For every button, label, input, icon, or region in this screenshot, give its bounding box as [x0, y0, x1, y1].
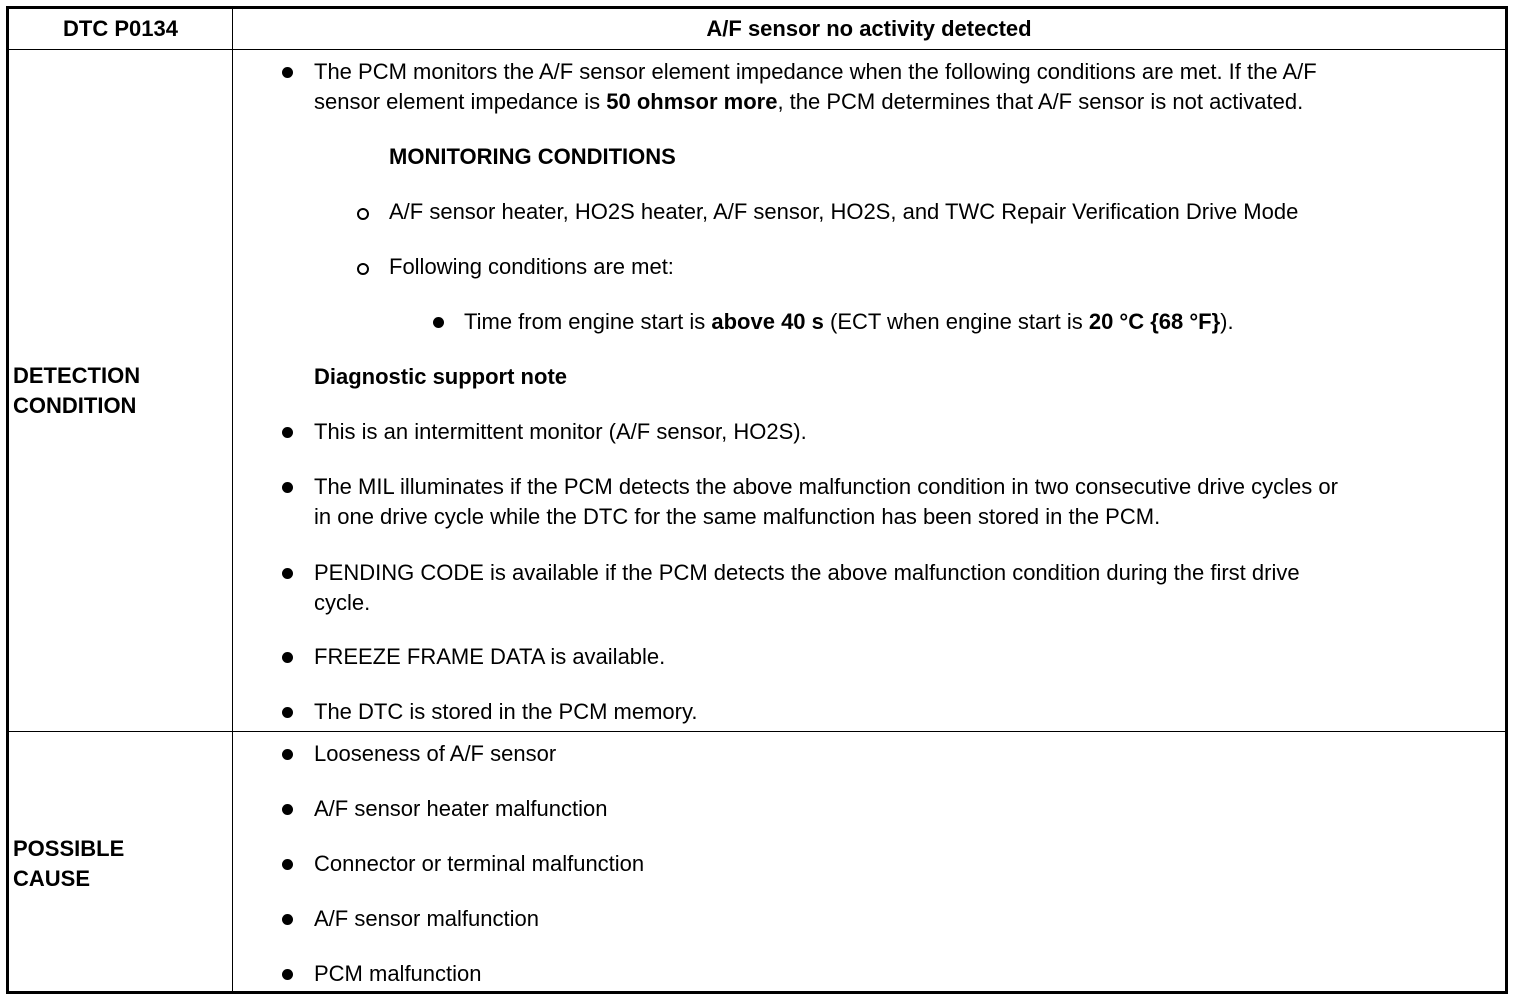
possible-cause-label [13, 834, 124, 894]
possible-cause-label-line1: POSSIBLE [13, 836, 125, 861]
cause-item: A/F sensor malfunction [314, 906, 539, 931]
intro-line1: The PCM monitors the A/F sensor element impedance when the following conditions are met. If the A/F [314, 59, 1317, 84]
detection-label-line1: DETECTION [13, 363, 141, 388]
bullet-icon [282, 914, 293, 925]
support-note-5: The DTC is stored in the PCM memory. [314, 699, 698, 724]
monitoring-condition-1: A/F sensor heater, HO2S heater, A/F sensor, HO2S, and TWC Repair Verification Drive Mode [389, 199, 1299, 224]
monitoring-sub-condition: Time from engine start is above 40 s (ECT when engine start is 20 °C {68 °F}). [464, 309, 1234, 334]
bullet-icon [282, 859, 293, 870]
bullet-icon [282, 969, 293, 980]
dtc-table [6, 6, 1508, 994]
dtc-title: A/F sensor no activity detected [706, 16, 1032, 41]
bullet-icon [282, 707, 293, 718]
support-note-4: FREEZE FRAME DATA is available. [314, 644, 666, 669]
cause-item: Connector or terminal malfunction [314, 851, 645, 876]
header-divider [9, 49, 1505, 50]
detection-label-line2: CONDITION [13, 393, 137, 418]
section-divider [9, 731, 1505, 732]
intro-paragraph [314, 57, 1317, 117]
circle-bullet-icon [357, 263, 369, 275]
bullet-icon [282, 749, 293, 760]
circle-bullet-icon [357, 208, 369, 220]
column-divider [232, 9, 233, 991]
bullet-icon [282, 482, 293, 493]
detection-label [13, 361, 140, 421]
cause-item: A/F sensor heater malfunction [314, 796, 608, 821]
bullet-icon [282, 427, 293, 438]
support-note-3: PENDING CODE is available if the PCM detects the above malfunction condition during the first drive cycle. [314, 560, 1300, 615]
support-note-1: This is an intermittent monitor (A/F sensor, HO2S). [314, 419, 807, 444]
support-note-heading: Diagnostic support note [314, 364, 567, 389]
possible-cause-label-line2: CAUSE [13, 866, 91, 891]
bullet-icon [282, 804, 293, 815]
bullet-icon [282, 568, 293, 579]
bullet-icon [282, 652, 293, 663]
intro-line2: sensor element impedance is 50 ohmsor more, the PCM determines that A/F sensor is not activated. [314, 89, 1304, 114]
cause-item: Looseness of A/F sensor [314, 741, 557, 766]
dtc-code: DTC P0134 [63, 16, 178, 41]
monitoring-condition-2: Following conditions are met: [389, 254, 674, 279]
bullet-icon [282, 67, 293, 78]
cause-item: PCM malfunction [314, 961, 482, 986]
monitoring-heading: MONITORING CONDITIONS [389, 144, 676, 169]
bullet-icon [433, 317, 444, 328]
support-note-2: The MIL illuminates if the PCM detects the above malfunction condition in two consecutive drive cycles or in one drive cycle while the DTC for the same malfunction has been stored in the PCM. [314, 474, 1338, 529]
